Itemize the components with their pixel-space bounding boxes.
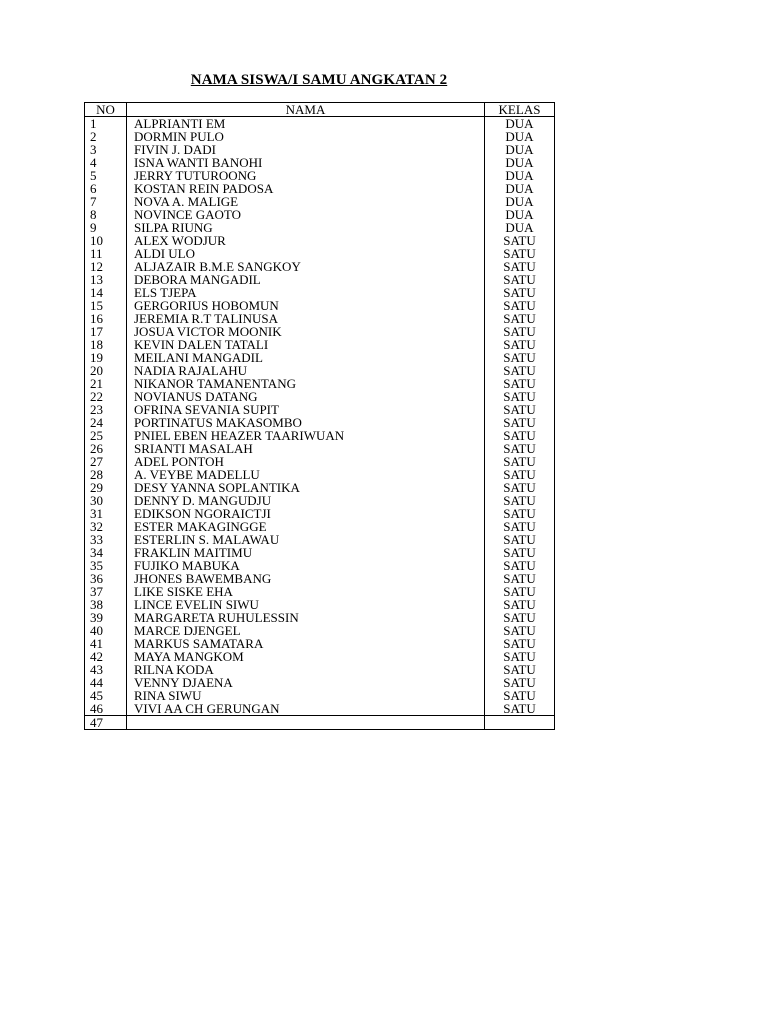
nama-cell: MARCE DJENGEL	[127, 624, 485, 637]
no-cell: 9	[85, 221, 127, 234]
no-cell: 10	[85, 234, 127, 247]
no-cell: 27	[85, 455, 127, 468]
nama-cell: FRAKLIN MAITIMU	[127, 546, 485, 559]
no-cell: 46	[85, 702, 127, 716]
no-cell: 14	[85, 286, 127, 299]
no-cell: 2	[85, 130, 127, 143]
table-row	[85, 716, 555, 730]
no-cell: 18	[85, 338, 127, 351]
no-cell: 22	[85, 390, 127, 403]
header-no: NO	[85, 103, 127, 117]
nama-cell: ESTERLIN S. MALAWAU	[127, 533, 485, 546]
table-row	[85, 442, 555, 455]
nama-cell: NADIA RAJALAHU	[127, 364, 485, 377]
kelas-cell: SATU	[485, 585, 555, 598]
nama-cell: LINCE EVELIN SIWU	[127, 598, 485, 611]
table-row	[85, 585, 555, 598]
no-cell: 23	[85, 403, 127, 416]
kelas-cell: SATU	[485, 234, 555, 247]
table-row	[85, 520, 555, 533]
kelas-cell: SATU	[485, 676, 555, 689]
table-row	[85, 351, 555, 364]
kelas-cell: SATU	[485, 494, 555, 507]
nama-cell: ESTER MAKAGINGGE	[127, 520, 485, 533]
no-cell: 11	[85, 247, 127, 260]
kelas-cell: DUA	[485, 182, 555, 195]
nama-cell: JEREMIA R.T TALINUSA	[127, 312, 485, 325]
no-cell: 6	[85, 182, 127, 195]
kelas-cell: SATU	[485, 364, 555, 377]
no-cell: 5	[85, 169, 127, 182]
table-row	[85, 533, 555, 546]
kelas-cell: SATU	[485, 299, 555, 312]
no-cell: 36	[85, 572, 127, 585]
kelas-cell: SATU	[485, 559, 555, 572]
no-cell: 37	[85, 585, 127, 598]
no-cell: 28	[85, 468, 127, 481]
kelas-cell: DUA	[485, 156, 555, 169]
nama-cell: VIVI AA CH GERUNGAN	[127, 702, 485, 716]
table-row	[85, 507, 555, 520]
table-row	[85, 130, 555, 143]
no-cell: 20	[85, 364, 127, 377]
table-row	[85, 455, 555, 468]
kelas-cell: SATU	[485, 247, 555, 260]
nama-cell: DEBORA MANGADIL	[127, 273, 485, 286]
table-row	[85, 390, 555, 403]
nama-cell: JOSUA VICTOR MOONIK	[127, 325, 485, 338]
table-row	[85, 624, 555, 637]
kelas-cell: SATU	[485, 325, 555, 338]
kelas-cell: SATU	[485, 442, 555, 455]
table-row	[85, 234, 555, 247]
table-row	[85, 663, 555, 676]
kelas-cell: SATU	[485, 377, 555, 390]
no-cell: 35	[85, 559, 127, 572]
kelas-cell: SATU	[485, 611, 555, 624]
table-row	[85, 143, 555, 156]
header-nama: NAMA	[127, 103, 485, 117]
nama-cell: VENNY DJAENA	[127, 676, 485, 689]
table-row	[85, 403, 555, 416]
table-row	[85, 156, 555, 169]
document-title: NAMA SISWA/I SAMU ANGKATAN 2	[190, 72, 448, 88]
kelas-cell: SATU	[485, 429, 555, 442]
nama-cell: DENNY D. MANGUDJU	[127, 494, 485, 507]
table-row	[85, 546, 555, 559]
no-cell: 39	[85, 611, 127, 624]
no-cell: 21	[85, 377, 127, 390]
nama-cell: SRIANTI MASALAH	[127, 442, 485, 455]
nama-cell: KEVIN DALEN TATALI	[127, 338, 485, 351]
nama-cell: ALDI ULO	[127, 247, 485, 260]
table-row	[85, 286, 555, 299]
kelas-cell: SATU	[485, 481, 555, 494]
table-row	[85, 598, 555, 611]
no-cell: 3	[85, 143, 127, 156]
kelas-cell: SATU	[485, 338, 555, 351]
nama-cell: FIVIN J. DADI	[127, 143, 485, 156]
kelas-cell: SATU	[485, 624, 555, 637]
no-cell: 31	[85, 507, 127, 520]
table-row	[85, 559, 555, 572]
no-cell: 38	[85, 598, 127, 611]
table-row	[85, 117, 555, 131]
kelas-cell: SATU	[485, 520, 555, 533]
nama-cell: JHONES BAWEMBANG	[127, 572, 485, 585]
kelas-cell: SATU	[485, 546, 555, 559]
nama-cell: ALJAZAIR B.M.E SANGKOY	[127, 260, 485, 273]
table-row	[85, 247, 555, 260]
no-cell: 16	[85, 312, 127, 325]
nama-cell: MARKUS SAMATARA	[127, 637, 485, 650]
kelas-cell: SATU	[485, 663, 555, 676]
no-cell: 45	[85, 689, 127, 702]
nama-cell	[127, 716, 485, 730]
nama-cell: SILPA RIUNG	[127, 221, 485, 234]
kelas-cell	[485, 716, 555, 730]
table-row	[85, 221, 555, 234]
nama-cell: ISNA WANTI BANOHI	[127, 156, 485, 169]
table-row	[85, 195, 555, 208]
table-row	[85, 312, 555, 325]
no-cell: 17	[85, 325, 127, 338]
kelas-cell: SATU	[485, 650, 555, 663]
no-cell: 32	[85, 520, 127, 533]
kelas-cell: SATU	[485, 598, 555, 611]
table-row	[85, 429, 555, 442]
table-row	[85, 260, 555, 273]
table-row	[85, 637, 555, 650]
nama-cell: DORMIN PULO	[127, 130, 485, 143]
kelas-cell: SATU	[485, 468, 555, 481]
table-row	[85, 689, 555, 702]
no-cell: 29	[85, 481, 127, 494]
kelas-cell: SATU	[485, 689, 555, 702]
kelas-cell: SATU	[485, 637, 555, 650]
kelas-cell: SATU	[485, 416, 555, 429]
no-cell: 40	[85, 624, 127, 637]
nama-cell: A. VEYBE MADELLU	[127, 468, 485, 481]
nama-cell: NOVIANUS DATANG	[127, 390, 485, 403]
header-kelas: KELAS	[485, 103, 555, 117]
nama-cell: KOSTAN REIN PADOSA	[127, 182, 485, 195]
nama-cell: ELS TJEPA	[127, 286, 485, 299]
kelas-cell: SATU	[485, 286, 555, 299]
table-row	[85, 299, 555, 312]
nama-cell: NIKANOR TAMANENTANG	[127, 377, 485, 390]
nama-cell: LIKE SISKE EHA	[127, 585, 485, 598]
table-row	[85, 273, 555, 286]
no-cell: 26	[85, 442, 127, 455]
nama-cell: MARGARETA RUHULESSIN	[127, 611, 485, 624]
table-row	[85, 676, 555, 689]
no-cell: 15	[85, 299, 127, 312]
nama-cell: GERGORIUS HOBOMUN	[127, 299, 485, 312]
table-row	[85, 416, 555, 429]
no-cell: 12	[85, 260, 127, 273]
table-row	[85, 572, 555, 585]
nama-cell: ALEX WODJUR	[127, 234, 485, 247]
table-row	[85, 377, 555, 390]
no-cell: 13	[85, 273, 127, 286]
nama-cell: PORTINATUS MAKASOMBO	[127, 416, 485, 429]
table-row	[85, 208, 555, 221]
kelas-cell: SATU	[485, 390, 555, 403]
no-cell: 41	[85, 637, 127, 650]
no-cell: 34	[85, 546, 127, 559]
kelas-cell: DUA	[485, 117, 555, 131]
kelas-cell: SATU	[485, 702, 555, 716]
no-cell: 8	[85, 208, 127, 221]
no-cell: 42	[85, 650, 127, 663]
kelas-cell: SATU	[485, 312, 555, 325]
nama-cell: EDIKSON NGORAICTJI	[127, 507, 485, 520]
no-cell: 1	[85, 117, 127, 131]
nama-cell: FUJIKO MABUKA	[127, 559, 485, 572]
kelas-cell: DUA	[485, 143, 555, 156]
nama-cell: ADEL PONTOH	[127, 455, 485, 468]
kelas-cell: SATU	[485, 351, 555, 364]
kelas-cell: DUA	[485, 169, 555, 182]
table-row	[85, 364, 555, 377]
kelas-cell: SATU	[485, 455, 555, 468]
no-cell: 43	[85, 663, 127, 676]
kelas-cell: SATU	[485, 507, 555, 520]
kelas-cell: SATU	[485, 403, 555, 416]
nama-cell: RILNA KODA	[127, 663, 485, 676]
kelas-cell: SATU	[485, 273, 555, 286]
nama-cell: OFRINA SEVANIA SUPIT	[127, 403, 485, 416]
no-cell: 25	[85, 429, 127, 442]
nama-cell: MEILANI MANGADIL	[127, 351, 485, 364]
table-row	[85, 169, 555, 182]
nama-cell: PNIEL EBEN HEAZER TAARIWUAN	[127, 429, 485, 442]
nama-cell: NOVA A. MALIGE	[127, 195, 485, 208]
table-header-row	[85, 103, 555, 117]
table-row	[85, 481, 555, 494]
nama-cell: RINA SIWU	[127, 689, 485, 702]
no-cell: 30	[85, 494, 127, 507]
nama-cell: MAYA MANGKOM	[127, 650, 485, 663]
kelas-cell: SATU	[485, 260, 555, 273]
no-cell: 24	[85, 416, 127, 429]
no-cell: 19	[85, 351, 127, 364]
table-row	[85, 494, 555, 507]
kelas-cell: SATU	[485, 533, 555, 546]
table-row	[85, 338, 555, 351]
no-cell: 4	[85, 156, 127, 169]
table-row	[85, 182, 555, 195]
no-cell: 47	[85, 716, 127, 730]
nama-cell: ALPRIANTI EM	[127, 117, 485, 131]
kelas-cell: DUA	[485, 221, 555, 234]
nama-cell: NOVINCE GAOTO	[127, 208, 485, 221]
student-table	[84, 102, 555, 730]
kelas-cell: SATU	[485, 572, 555, 585]
no-cell: 7	[85, 195, 127, 208]
no-cell: 33	[85, 533, 127, 546]
table-row	[85, 650, 555, 663]
nama-cell: JERRY TUTUROONG	[127, 169, 485, 182]
table-row	[85, 325, 555, 338]
kelas-cell: DUA	[485, 208, 555, 221]
table-row	[85, 702, 555, 716]
kelas-cell: DUA	[485, 195, 555, 208]
table-row	[85, 468, 555, 481]
kelas-cell: DUA	[485, 130, 555, 143]
nama-cell: DESY YANNA SOPLANTIKA	[127, 481, 485, 494]
table-body	[85, 117, 555, 730]
table-row	[85, 611, 555, 624]
no-cell: 44	[85, 676, 127, 689]
